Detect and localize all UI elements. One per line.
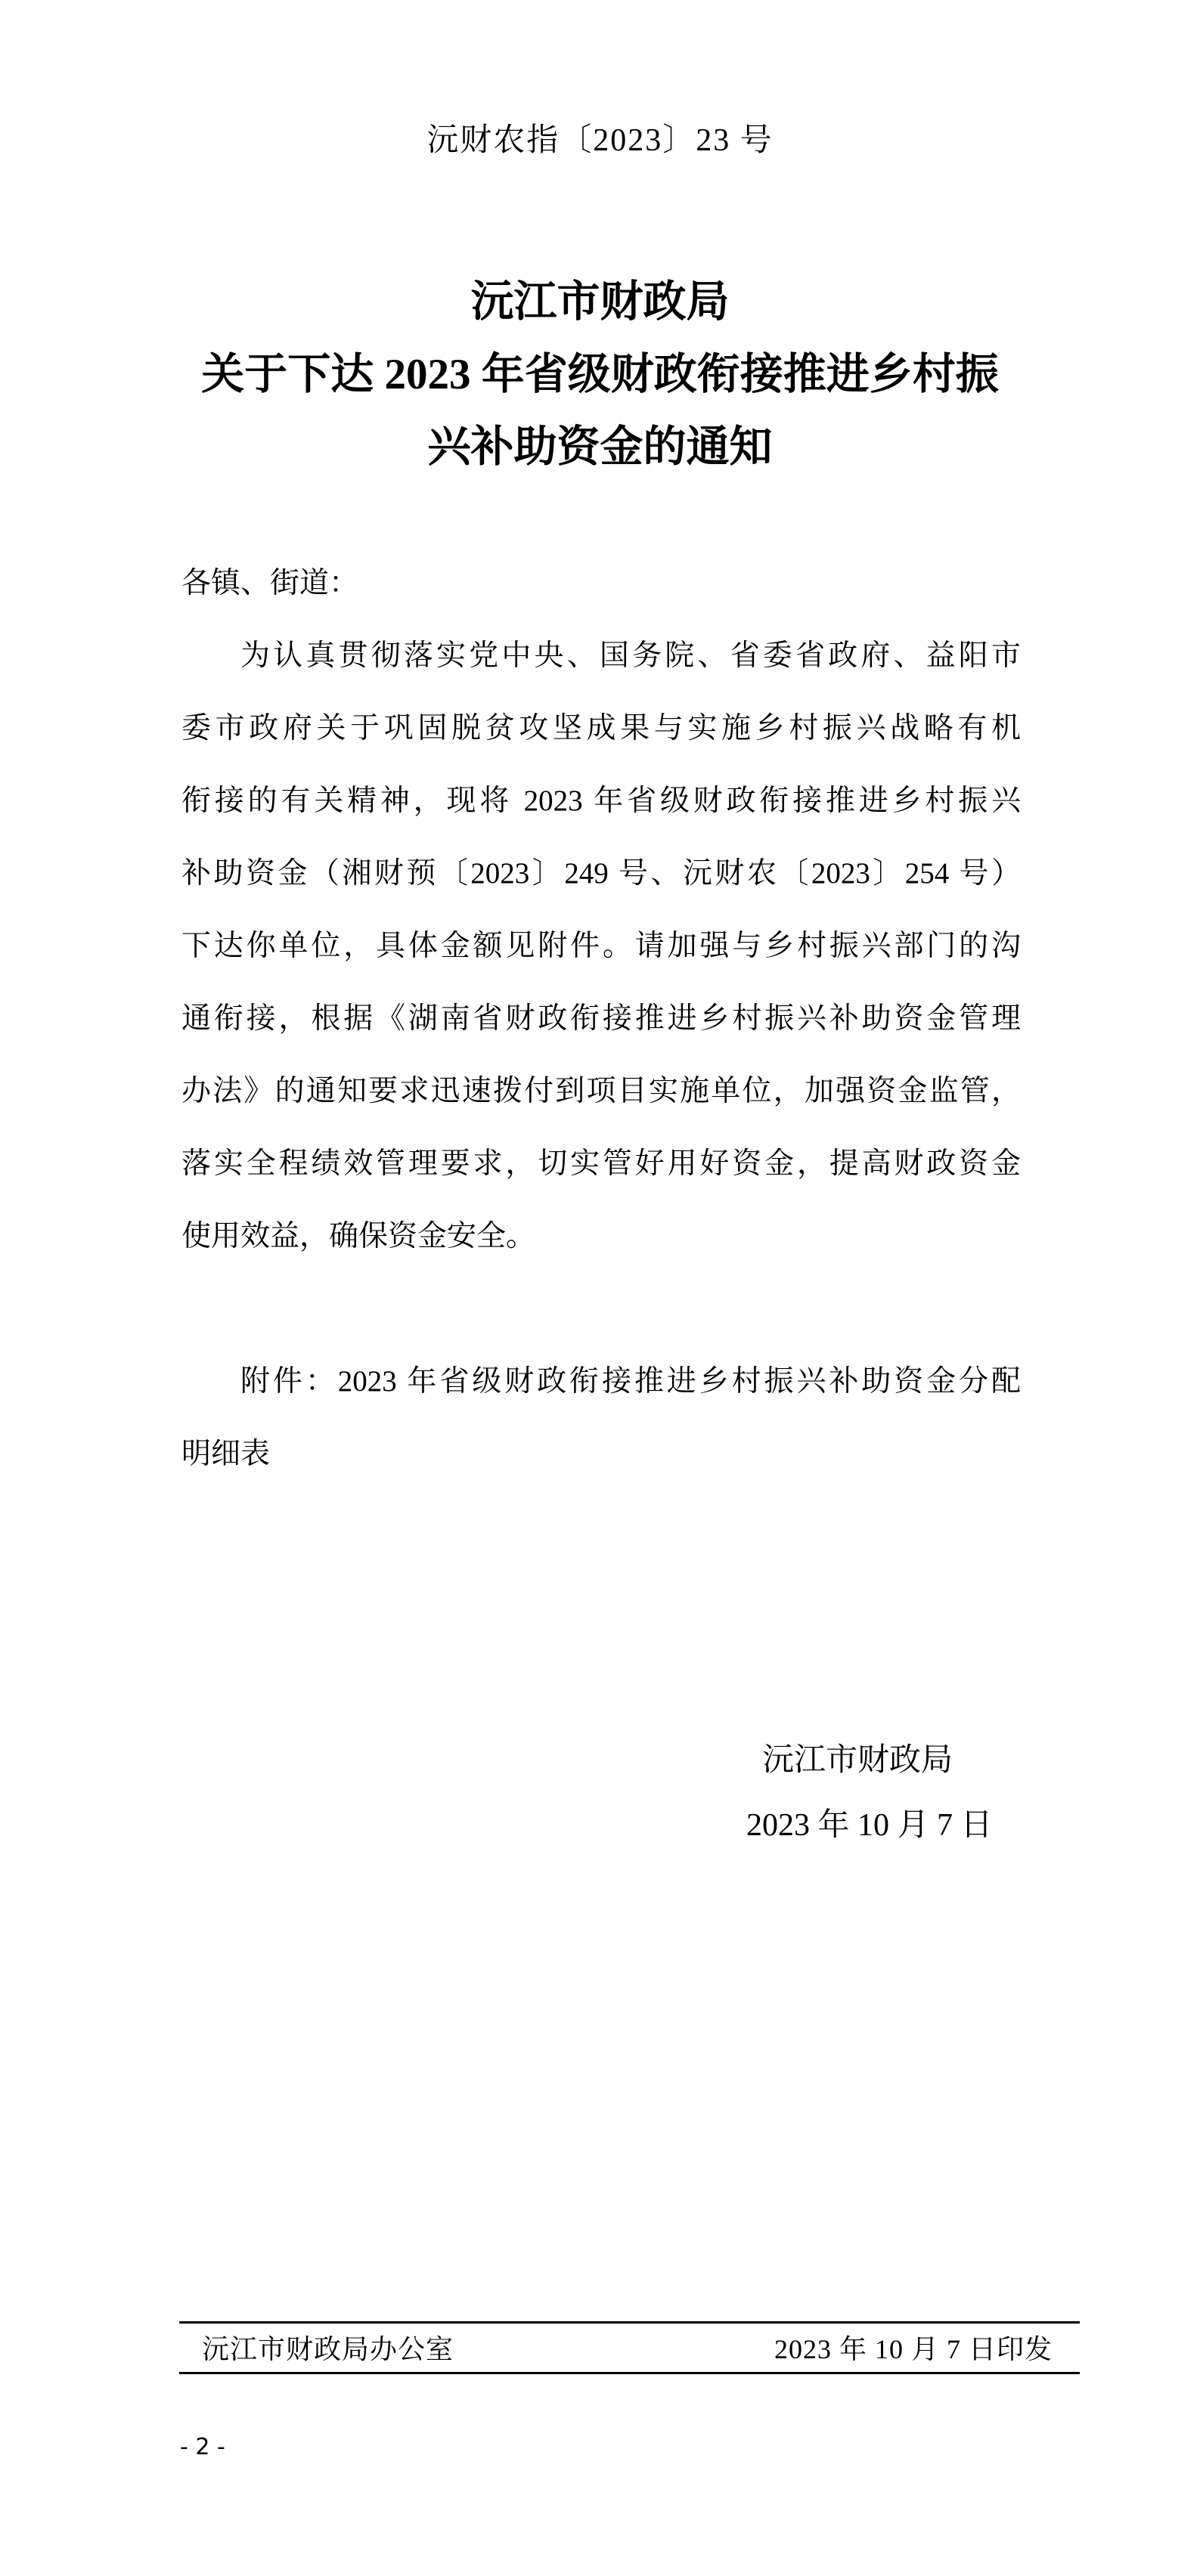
title-line-1: 沅江市财政局: [470, 278, 730, 326]
paragraph-line: 办法》的通知要求迅速拨付到项目实施单位，加强资金监管，: [181, 1075, 1021, 1107]
paragraph-line: 为认真贯彻落实党中央、国务院、省委省政府、益阳市: [240, 639, 1021, 672]
footer-rule-top: [179, 2321, 1080, 2324]
paragraph-line: 落实全程绩效管理要求，切实管好用好资金，提高财政资金: [181, 1147, 1021, 1180]
footer-rule-bottom: [179, 2372, 1080, 2374]
paragraph-line: 委市政府关于巩固脱贫攻坚成果与实施乡村振兴战略有机: [181, 712, 1021, 745]
signature-authority: 沅江市财政局: [762, 1743, 953, 1778]
title-line-3: 兴补助资金的通知: [427, 423, 773, 471]
blank-line: [181, 1273, 1021, 1345]
salutation: 各镇、街道：: [181, 567, 359, 599]
paragraph-line: 通衔接，根据《湖南省财政衔接推进乡村振兴补助资金管理: [181, 1002, 1021, 1035]
attachment-line: 明细表: [181, 1438, 271, 1470]
signature-date: 2023 年 10 月 7 日: [746, 1808, 993, 1843]
document-title: [0, 266, 1200, 484]
paragraph-line: 使用效益，确保资金安全。: [181, 1220, 536, 1252]
footer-issuing-office: 沅江市财政局办公室: [202, 2334, 454, 2364]
paragraph-line: 补助资金（湘财预〔2023〕249 号、沅财农〔2023〕254 号）: [181, 857, 1021, 890]
paragraph-line: 衔接的有关精神，现将 2023 年省级财政衔接推进乡村振兴: [181, 785, 1021, 817]
paragraph-line: 下达你单位，具体金额见附件。请加强与乡村振兴部门的沟: [181, 930, 1021, 962]
page-number: - 2 -: [180, 2434, 225, 2460]
footer-print-date: 2023 年 10 月 7 日印发: [774, 2334, 1053, 2364]
document-body: [181, 547, 1021, 1491]
attachment-line: 附件：2023 年省级财政衔接推进乡村振兴补助资金分配: [240, 1365, 1021, 1398]
document-reference-number: 沅财农指〔2023〕23 号: [426, 123, 774, 158]
title-line-2: 关于下达 2023 年省级财政衔接推进乡村振: [201, 351, 999, 398]
